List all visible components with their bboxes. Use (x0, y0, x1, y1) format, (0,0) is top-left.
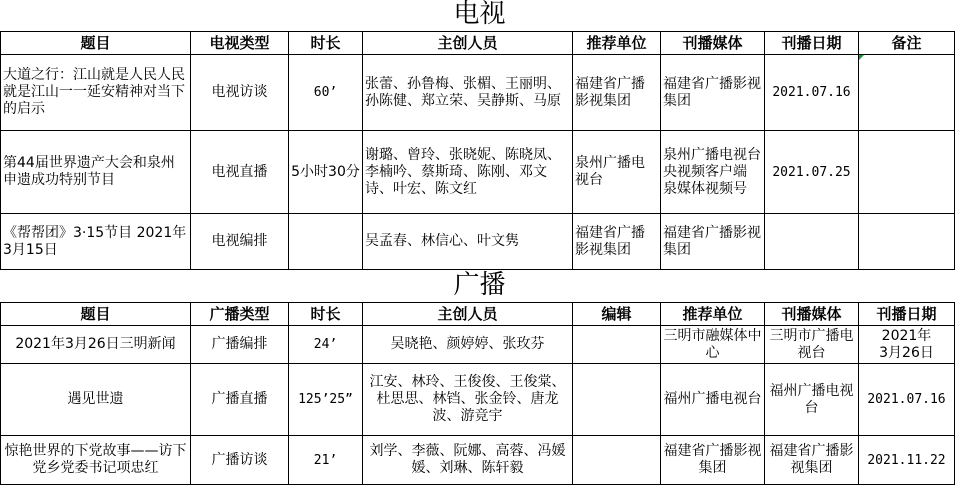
tv-header-date: 刊播日期 (765, 32, 859, 55)
cell-editor[interactable] (573, 364, 661, 436)
tv-table (0, 31, 955, 270)
cell-creators[interactable]: 谢璐、曾玲、张晓妮、陈晓凤、李楠吟、蔡斯琦、陈刚、邓文诗、叶宏、陈文红 (363, 131, 573, 214)
cell-editor[interactable] (573, 436, 661, 485)
cell-date[interactable]: 2021.07.16 (765, 55, 859, 131)
cell-duration[interactable]: 125’25” (289, 364, 363, 436)
cell-media[interactable]: 福建省广播影视集团 (661, 55, 765, 131)
cell-creators[interactable]: 张蕾、孙鲁梅、张楣、王丽明、孙陈健、郑立荣、吴静斯、马原 (363, 55, 573, 131)
radio-header-duration: 时长 (289, 303, 363, 326)
radio-table (0, 302, 955, 485)
cell-duration[interactable]: 21’ (289, 436, 363, 485)
radio-header-title: 题目 (1, 303, 191, 326)
cell-unit[interactable]: 福建省广播影视集团 (573, 214, 661, 270)
radio-header-row (1, 303, 955, 326)
table-row (1, 214, 955, 270)
cell-duration[interactable]: 5小时30分 (289, 131, 363, 214)
comment-indicator (859, 55, 864, 60)
radio-header-type: 广播类型 (191, 303, 289, 326)
radio-header-date: 刊播日期 (859, 303, 955, 326)
tv-header-duration: 时长 (289, 32, 363, 55)
cell-unit[interactable]: 福建省广播影视集团 (661, 436, 765, 485)
table-row (1, 55, 955, 131)
cell-title[interactable]: 惊艳世界的下党故事——访下党乡党委书记项忠红 (1, 436, 191, 485)
cell-type[interactable]: 广播编排 (191, 326, 289, 364)
cell-date[interactable]: 2021.07.16 (859, 364, 955, 436)
cell-date[interactable]: 2021年 3月26日 (859, 326, 955, 364)
cell-title[interactable]: 第44届世界遗产大会和泉州申遗成功特别节目 (1, 131, 191, 214)
tv-header-note: 备注 (859, 32, 955, 55)
table-row (1, 131, 955, 214)
tv-header-row (1, 32, 955, 55)
cell-duration[interactable]: 24’ (289, 326, 363, 364)
cell-duration[interactable]: 60’ (289, 55, 363, 131)
cell-title[interactable]: 遇见世遗 (1, 364, 191, 436)
cell-media[interactable]: 三明市广播电视台 (765, 326, 859, 364)
cell-date[interactable]: 2021.11.22 (859, 436, 955, 485)
cell-date[interactable]: 2021.07.25 (765, 131, 859, 214)
radio-header-media: 刊播媒体 (765, 303, 859, 326)
cell-unit[interactable]: 福州广播电视台 (661, 364, 765, 436)
tv-section-title: 电视 (453, 0, 506, 29)
cell-unit[interactable]: 三明市融媒体中心 (661, 326, 765, 364)
radio-header-unit: 推荐单位 (661, 303, 765, 326)
cell-editor[interactable] (573, 326, 661, 364)
cell-title[interactable]: 大道之行：江山就是人民人民就是江山一一延安精神对当下的启示 (1, 55, 191, 131)
cell-media[interactable]: 福州广播电视台 (765, 364, 859, 436)
cell-duration[interactable] (289, 214, 363, 270)
radio-header-editor: 编辑 (573, 303, 661, 326)
cell-title[interactable]: 2021年3月26日三明新闻 (1, 326, 191, 364)
cell-creators[interactable]: 吴晓艳、颜婷婷、张玫芬 (363, 326, 573, 364)
cell-media[interactable]: 福建省广播影视集团 (765, 436, 859, 485)
cell-type[interactable]: 电视编排 (191, 214, 289, 270)
cell-creators[interactable]: 刘学、李薇、阮娜、高蓉、冯媛媛、刘琳、陈轩毅 (363, 436, 573, 485)
radio-header-creators: 主创人员 (363, 303, 573, 326)
tv-header-media: 刊播媒体 (661, 32, 765, 55)
cell-unit[interactable]: 泉州广播电视台 (573, 131, 661, 214)
tv-header-title: 题目 (1, 32, 191, 55)
table-row (1, 364, 955, 436)
table-row (1, 436, 955, 485)
tv-header-unit: 推荐单位 (573, 32, 661, 55)
tv-header-creators: 主创人员 (363, 32, 573, 55)
cell-unit[interactable]: 福建省广播影视集团 (573, 55, 661, 131)
cell-creators[interactable]: 江安、林玲、王俊俊、王俊棠、杜思思、林铛、张金铃、唐龙波、游竞宇 (363, 364, 573, 436)
cell-note[interactable] (859, 131, 955, 214)
cell-note[interactable] (859, 214, 955, 270)
cell-media[interactable]: 福建省广播影视集团 (661, 214, 765, 270)
cell-title[interactable]: 《帮帮团》3·15节目 2021年3月15日 (1, 214, 191, 270)
cell-date[interactable] (765, 214, 859, 270)
radio-section-title: 广播 (453, 270, 506, 300)
cell-media[interactable]: 泉州广播电视台 央视频客户端 泉媒体视频号 (661, 131, 765, 214)
cell-note[interactable] (859, 55, 955, 131)
cell-type[interactable]: 电视访谈 (191, 55, 289, 131)
cell-creators[interactable]: 吴孟春、林信心、叶文隽 (363, 214, 573, 270)
cell-type[interactable]: 广播直播 (191, 364, 289, 436)
cell-type[interactable]: 广播访谈 (191, 436, 289, 485)
cell-type[interactable]: 电视直播 (191, 131, 289, 214)
tv-header-type: 电视类型 (191, 32, 289, 55)
table-row (1, 326, 955, 364)
